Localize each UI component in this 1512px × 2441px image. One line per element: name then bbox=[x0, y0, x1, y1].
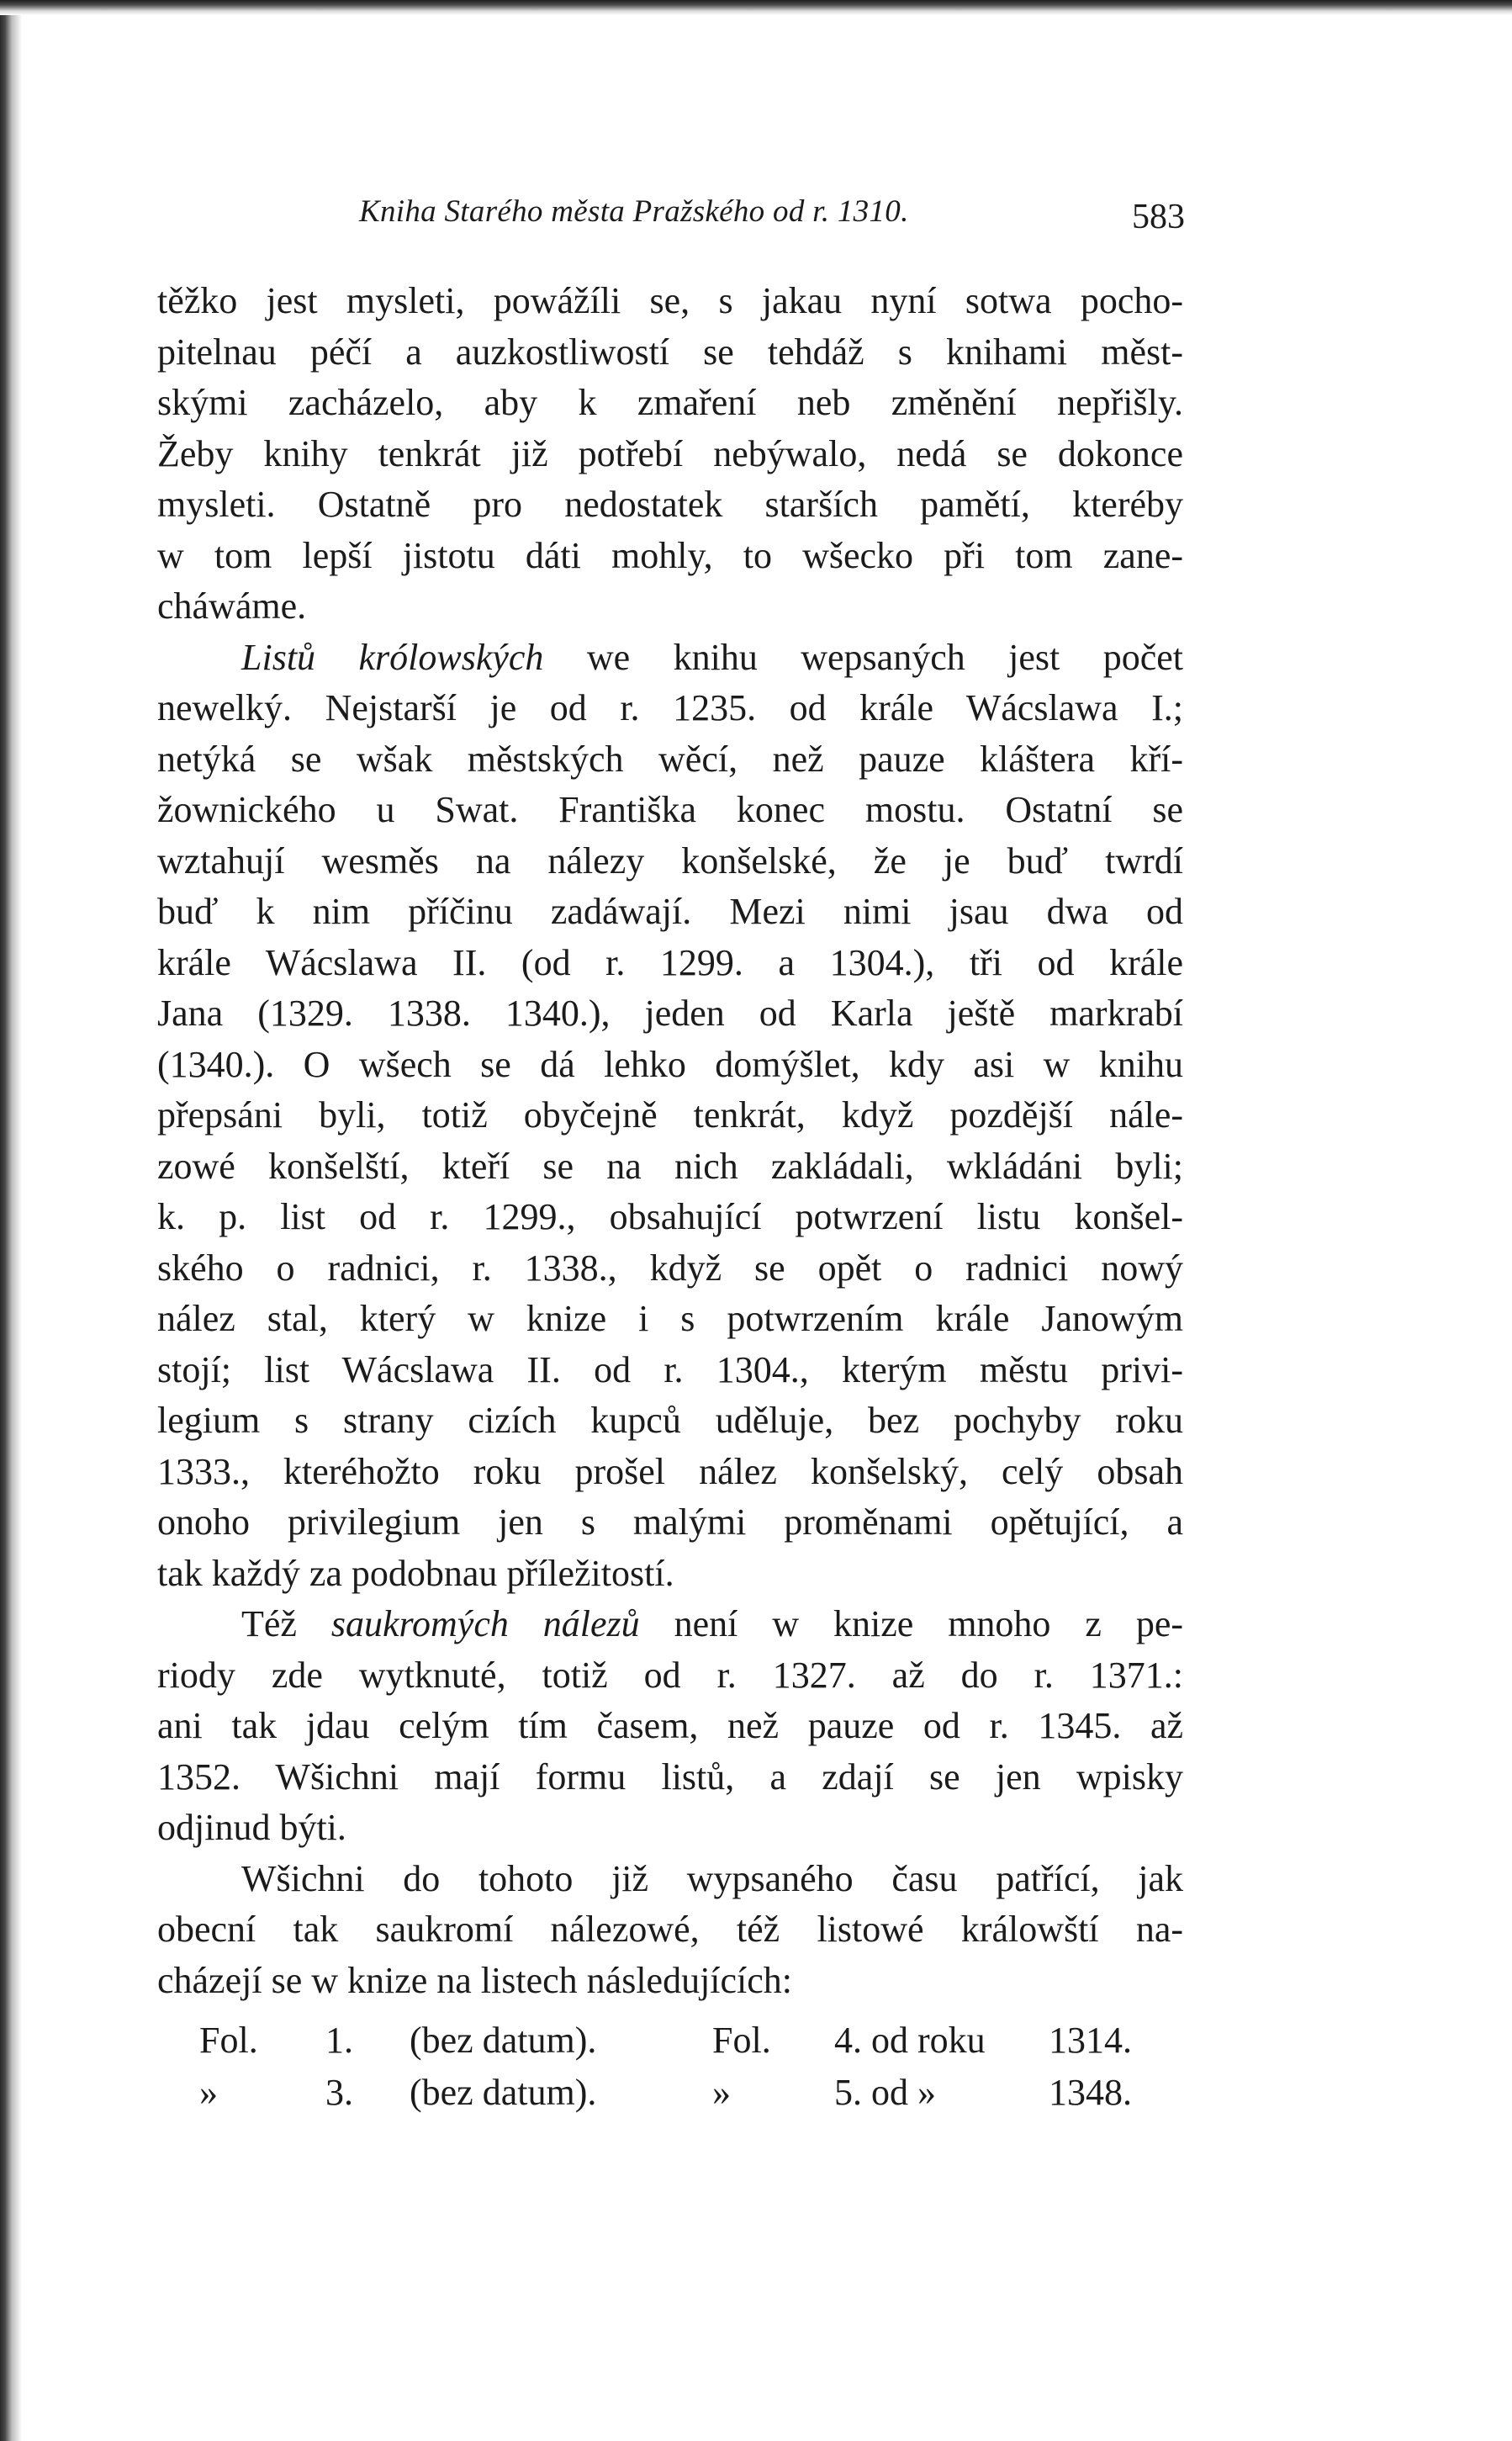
paragraph-4 bbox=[157, 1854, 1183, 2007]
emphasis-text: saukromých nálezů bbox=[330, 1603, 640, 1644]
page-number: 583 bbox=[1132, 198, 1185, 236]
text-line: wztahují wesměs na nálezy konšelské, že je buď twrdí bbox=[157, 839, 1183, 882]
paragraph-3 bbox=[157, 1599, 1183, 1854]
text-line: w tom lepší jistotu dáti mohly, to wšecko při tom zane- bbox=[157, 534, 1183, 576]
text-line: onoho privilegium jen s malými proměnami opětující, a bbox=[157, 1501, 1183, 1543]
text-line: ského o radnici, r. 1338., když se opět o radnici nowý bbox=[157, 1247, 1183, 1289]
text-line: stojí; list Wácslawa II. od r. 1304., kterým městu privi- bbox=[157, 1348, 1183, 1390]
text-line: legium s strany cizích kupců uděluje, bez pochyby roku bbox=[157, 1400, 1183, 1441]
text-line: Jana (1329. 1338. 1340.), jeden od Karla ještě markrabí bbox=[157, 993, 1183, 1034]
text-line: cháwáme. bbox=[157, 585, 307, 627]
emphasis-text: Listů królowských bbox=[241, 636, 544, 678]
paragraph-1 bbox=[157, 276, 1183, 633]
folio-cell: (bez datum). bbox=[410, 2020, 597, 2061]
text-line: krále Wácslawa II. (od r. 1299. a 1304.), tři od krále bbox=[157, 941, 1183, 983]
text-line: nález stal, který w knize i s potwrzením krále Janowým bbox=[157, 1298, 1183, 1339]
folio-cell: 5. od » bbox=[834, 2072, 936, 2113]
folio-row bbox=[157, 2015, 1183, 2067]
text-line bbox=[157, 1599, 1183, 1650]
folio-cell: 3. bbox=[325, 2072, 353, 2113]
text-line: pitelnau péčí a auzkostliwostí se tehdáž s knihami měst- bbox=[157, 331, 1183, 373]
text-fragment: Též bbox=[241, 1603, 331, 1644]
text-line: cházejí se w knize na listech následujících: bbox=[157, 1959, 793, 2001]
folio-cell: (bez datum). bbox=[410, 2072, 597, 2113]
text-line bbox=[157, 633, 1183, 684]
folio-cell: 1314. bbox=[1049, 2020, 1132, 2061]
text-line: skými zacházelo, aby k zmaření neb změnění nepřišly. bbox=[157, 382, 1183, 423]
folio-cell: 4. od roku bbox=[834, 2020, 986, 2061]
text-line: tak každý za podobnau příležitostí. bbox=[157, 1552, 674, 1594]
text-line: newelký. Nejstarší je od r. 1235. od krále Wácslawa I.; bbox=[157, 687, 1183, 728]
running-title: Kniha Starého města Pražského od r. 1310. bbox=[359, 194, 909, 229]
folio-cell: Fol. bbox=[712, 2020, 771, 2061]
text-line: zowé konšelští, kteří se na nich zakládali, wkládáni byli; bbox=[157, 1145, 1183, 1187]
folio-cell: Fol. bbox=[199, 2020, 258, 2061]
folio-cell: 1348. bbox=[1049, 2072, 1132, 2113]
text-line: riody zde wytknuté, totiž od r. 1327. až do r. 1371.: bbox=[157, 1654, 1183, 1696]
text-line: ani tak jdau celým tím časem, než pauze od r. 1345. až bbox=[157, 1705, 1183, 1746]
text-line: 1333., kteréhožto roku prošel nález konšelský, celý obsah bbox=[157, 1450, 1183, 1492]
folio-table bbox=[157, 2015, 1183, 2119]
scan-left-edge bbox=[0, 0, 22, 2441]
text-line: Wšichni do tohoto již wypsaného času patřící, jak bbox=[241, 1857, 1183, 1899]
book-page bbox=[157, 188, 1183, 2119]
folio-cell: 1. bbox=[325, 2020, 353, 2061]
text-line: (1340.). O wšech se dá lehko domýšlet, kdy asi w knihu bbox=[157, 1043, 1183, 1085]
text-line: odjinud býti. bbox=[157, 1807, 346, 1848]
folio-cell: » bbox=[712, 2072, 731, 2113]
text-line: těžko jest mysleti, powážíli se, s jakau nyní sotwa pocho- bbox=[157, 280, 1183, 321]
folio-row bbox=[157, 2067, 1183, 2119]
text-line: 1352. Wšichni mají formu listů, a zdají se jen wpisky bbox=[157, 1755, 1183, 1798]
text-fragment: není w knize mnoho z pe- bbox=[639, 1603, 1184, 1644]
text-line: přepsáni byli, totiž obyčejně tenkrát, když pozdější nále- bbox=[157, 1094, 1183, 1136]
text-line: Žeby knihy tenkrát již potřebí nebýwalo, nedá se dokonce bbox=[157, 432, 1183, 474]
body-text bbox=[157, 276, 1183, 2006]
text-line: mysleti. Ostatně pro nedostatek starších pamětí, kteréby bbox=[157, 484, 1183, 525]
text-line: k. p. list od r. 1299., obsahující potwrzení listu konšel- bbox=[157, 1196, 1183, 1237]
scan-top-edge bbox=[0, 0, 1512, 15]
text-line: buď k nim příčinu zadáwají. Mezi nimi jsau dwa od bbox=[157, 891, 1183, 932]
text-fragment: we knihu wepsaných jest počet bbox=[543, 636, 1183, 678]
paragraph-2 bbox=[157, 633, 1183, 1600]
folio-cell: » bbox=[199, 2072, 218, 2113]
text-line: netýká se wšak městských wěcí, než pauze kláštera kří- bbox=[157, 738, 1183, 780]
text-line: žownického u Swat. Františka konec mostu. Ostatní se bbox=[157, 789, 1183, 830]
text-line: obecní tak saukromí nálezowé, též listowé králowští na- bbox=[157, 1909, 1183, 1950]
running-head bbox=[157, 188, 1183, 236]
